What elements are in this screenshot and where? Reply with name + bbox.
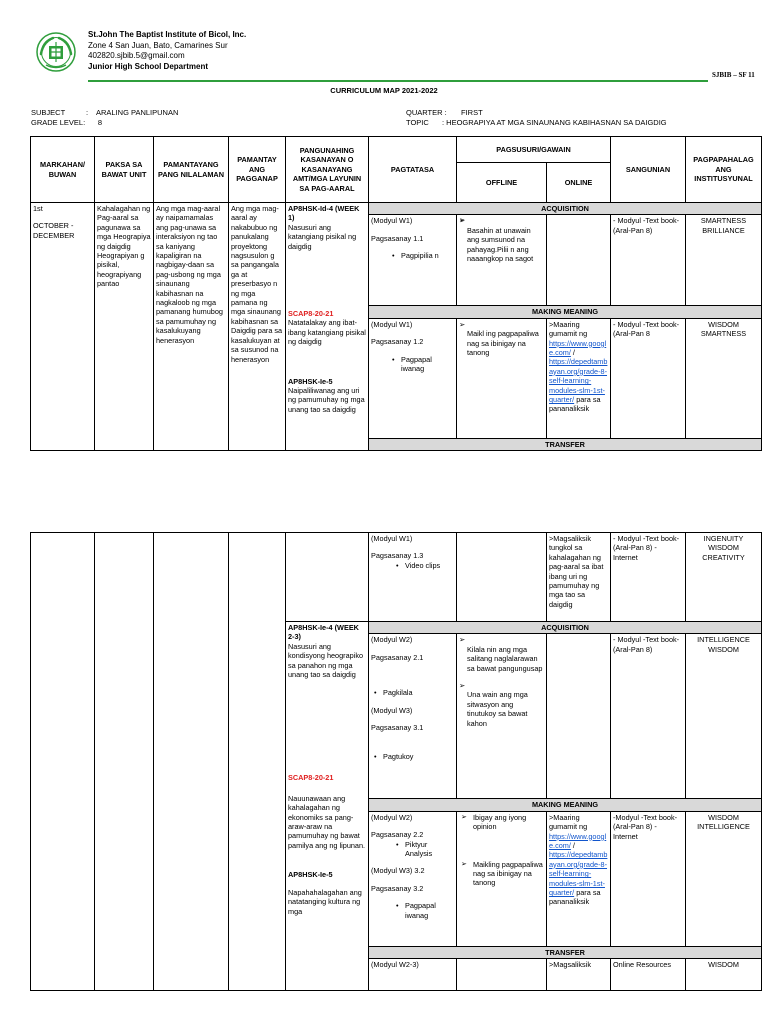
exercise-label: Pagsasanay 2.1	[371, 652, 424, 662]
col-header-offline: OFFLINE	[457, 163, 547, 203]
competency-code: AP8HSK-Ie-4 (WEEK 2-3)	[288, 623, 359, 642]
exercise-type: • Piktyur Analysis	[393, 840, 454, 859]
value-cell: SMARTNESS BRILLIANCE	[686, 215, 762, 306]
pagtatasa-cell	[369, 533, 457, 622]
offline-cell	[457, 959, 547, 991]
competency-text: Natatalakay ang ibat-ibang katangiang pisikal ng daigdig	[288, 318, 366, 347]
band-transfer: TRANSFER	[369, 946, 762, 958]
exercise-type: • Pagtukoy	[371, 752, 454, 761]
depedtambayan-link[interactable]: https://depedtambayan.org/grade-8-self-learning-modules-slm-1st-quarter/	[549, 850, 608, 898]
paksa-cell: Kahalagahan ng Pag-aaral sa pagunawa sa mga Heograpiya ng daigdig Heograpiyan g pisikal, heograpiyang pantao	[95, 203, 154, 451]
online-cell	[547, 634, 611, 799]
exercise-type: • Pagpapal iwanag	[389, 355, 454, 374]
col-header-pangunahing-kasanayan: PANGUNAHING KASANAYAN O KASANAYANG AMT/MGA LAYUNIN SA PAG-AARAL	[286, 137, 369, 203]
value-cell: INGENUITY WISDOM CREATIVITY	[686, 533, 762, 622]
band-acquisition: ACQUISITION	[369, 203, 762, 215]
arrow-bullet-icon: ➢ ➢	[459, 216, 466, 226]
pagganap-cell	[229, 533, 286, 991]
arrow-bullet-icon: ➢	[459, 635, 466, 645]
quarter-number: 1st	[33, 204, 43, 213]
competency-text: Nasusuri ang katangiang pisikal ng daigdig	[288, 222, 357, 251]
module-label: (Modyul W1)	[371, 319, 413, 329]
document-title: CURRICULUM MAP 2021-2022	[330, 86, 438, 95]
online-cell	[547, 811, 611, 946]
quarter-months: OCTOBER - DECEMBER	[33, 221, 75, 240]
offline-cell	[457, 318, 547, 438]
subject-colon: :	[86, 108, 89, 117]
online-activity: >Maaring gumamit ng	[549, 812, 588, 832]
subject-value: ARALING PANLIPUNAN	[96, 108, 179, 117]
exercise-label: Pagsasanay 2.2	[371, 830, 424, 840]
offline-activity: Basahin at unawain ang sumsunod na pahayag.Pilii n ang naaangkop na sagot	[467, 225, 534, 264]
col-header-pamantayang-pagganap: PAMANTAY ANG PAGGANAP	[229, 137, 286, 203]
module-label: (Modyul W1)	[371, 216, 413, 226]
exercise-label: Pagsasanay 1.1	[371, 233, 424, 243]
exercise-type: • Pagpipilia n	[389, 251, 454, 260]
sangunian-cell: -Modyul -Text book-(Aral-Pan 8) - Internet	[611, 811, 686, 946]
pagtatasa-cell	[369, 318, 457, 438]
value-cell: INTELLIGENCE WISDOM	[686, 634, 762, 799]
paksa-cell	[95, 533, 154, 991]
sangunian-cell: - Modyul -Text book-(Aral-Pan 8	[611, 318, 686, 438]
online-cell: >Magsaliksik tungkol sa kahalagahan ng pag-aaral sa ibat ibang uri ng pamumuhay ng mga tao sa daigdig	[547, 533, 611, 622]
pagtatasa-cell: (Modyul W2-3)	[369, 959, 457, 991]
exercise-type: • Pagkilala	[371, 688, 454, 697]
curriculum-table-2	[30, 532, 762, 991]
sangunian-cell: - Modyul -Text book-(Aral-Pan 8) - Internet	[611, 533, 686, 622]
band-transfer: TRANSFER	[369, 438, 762, 450]
col-header-sangunian: SANGUNIAN	[611, 137, 686, 203]
col-header-online: ONLINE	[547, 163, 611, 203]
pagtatasa-cell	[369, 811, 457, 946]
exercise-label: Pagsasanay 1.2	[371, 337, 424, 347]
online-activity-suffix: para sa pananaliksik	[549, 395, 601, 414]
module-label: (Modyul W1)	[371, 534, 413, 543]
exercise-label: Pagsasanay 3.2	[371, 883, 424, 893]
nilalaman-cell	[154, 533, 229, 991]
topic-label: TOPIC	[406, 118, 429, 127]
pagganap-cell: Ang mga mag-aaral ay nakabubuo ng panukalang proyektong nagsusulon g sa pangangala ga at preserbasyo n ng mga pamana ng mga sinaunang kabihasnan sa Daigdig para sa kasalukuyan at sa susunod na henerasyon	[229, 203, 286, 451]
competency-code: AP8HSK-Ie-5	[288, 870, 333, 880]
offline-activity: Una wain ang mga sitwasyon ang tinutukoy sa bawat kahon	[467, 690, 528, 728]
col-header-pagsusuri: PAGSUSURI/GAWAIN	[457, 137, 611, 163]
competency-text: Nauunawaan ang kahalagahan ng ekonomiks sa pang-araw-araw na pamumuhay ng bawat pamilya ang ng lipunan.	[288, 793, 366, 850]
value-cell: WISDOM INTELLIGENCE	[686, 811, 762, 946]
competency-code: SCAP8-20-21	[288, 773, 334, 783]
competency-code: AP8HSK-Ie-5	[288, 376, 333, 386]
col-header-pagtatasa: PAGTATASA	[369, 137, 457, 203]
offline-activity: Kilala nin ang mga salitang naglalarawan sa bawat pangungusap	[467, 644, 543, 673]
school-seal-icon	[36, 32, 76, 72]
col-header-paksa: PAKSA SA BAWAT UNIT	[95, 137, 154, 203]
markahan-cell	[31, 203, 95, 451]
curriculum-table-1	[30, 136, 762, 451]
kasanayan-cell	[286, 533, 369, 622]
school-email: 402820.sjbib.5@gmail.com	[88, 51, 185, 60]
col-header-pagpapahalaga: PAGPAPAHALAG ANG INSTITUSYUNAL	[686, 137, 762, 203]
school-address: Zone 4 San Juan, Bato, Camarines Sur	[88, 40, 228, 50]
grade-label: GRADE LEVEL:	[31, 118, 86, 127]
pagtatasa-cell	[369, 215, 457, 306]
kasanayan-cell	[286, 622, 369, 991]
offline-cell	[457, 533, 547, 622]
form-code: SJBIB – SF 11	[712, 71, 755, 79]
offline-cell	[457, 215, 547, 306]
school-department: Junior High School Department	[88, 61, 209, 71]
exercise-type: • Pagpapal iwanag	[393, 901, 454, 920]
google-link[interactable]: https://www.google.com/	[549, 338, 607, 358]
exercise-type: • Video clips	[393, 561, 454, 570]
sangunian-cell: - Modyul -Text book-(Aral-Pan 8)	[611, 634, 686, 799]
module-label: (Modyul W2)	[371, 812, 413, 822]
offline-cell	[457, 811, 547, 946]
competency-text: Napahahalagahan ang natatanging kultura ng mga	[288, 887, 362, 916]
topic-value: : HEOGRAPIYA AT MGA SINAUNANG KABIHASNAN SA DAIGDIG	[442, 118, 667, 127]
markahan-cell	[31, 533, 95, 991]
exercise-label: Pagsasanay 3.1	[371, 723, 424, 733]
arrow-bullet-icon: ➢	[459, 319, 466, 329]
sangunian-cell: Online Resources	[611, 959, 686, 991]
value-cell: WISDOM	[686, 959, 762, 991]
col-header-markahan: MARKAHAN/ BUWAN	[31, 137, 95, 203]
online-activity-suffix: para sa pananaliksik	[549, 888, 601, 907]
nilalaman-cell: Ang mga mag-aaral ay naipamamalas ang pag-unawa sa interaksiyon ng tao sa kaniyang kapaligiran na nagbigay-daan sa pag-usbong ng mga sinaunang kabihasnan na nagkaloob ng mga pamanang humubog sa pamumuhay ng kasalukuyang henerasyon	[154, 203, 229, 451]
arrow-bullet-icon: ➢	[459, 681, 466, 691]
grade-value: 8	[97, 118, 103, 127]
competency-code: AP8HSK-Id-4 (WEEK 1)	[288, 204, 360, 223]
online-cell	[547, 318, 611, 438]
sangunian-cell: - Modyul -Text book-(Aral-Pan 8)	[611, 215, 686, 306]
online-cell: >Magsaliksik	[547, 959, 611, 991]
col-header-pamantayang-nilalaman: PAMANTAYANG PANG NILALAMAN	[154, 137, 229, 203]
offline-activity: ➢ Maikling pagpapaliwa nag sa ibinigay na tanong	[459, 860, 544, 888]
module-label: (Modyul W2)	[371, 635, 413, 645]
competency-text: Naipaliliwanag ang uri ng pamumuhay ng mga unang tao sa daigdig	[288, 386, 365, 414]
google-link[interactable]: https://www.google.com/	[549, 831, 607, 851]
offline-cell	[457, 634, 547, 799]
module-label: (Modyul W3)	[371, 705, 413, 715]
competency-code: SCAP8-20-21	[288, 309, 334, 319]
kasanayan-cell	[286, 203, 369, 451]
subject-label: SUBJECT	[31, 108, 66, 117]
quarter-label: QUARTER :	[406, 108, 447, 117]
band-making-meaning: MAKING MEANING	[369, 799, 762, 811]
competency-text: Nasusuri ang kondisyong heograpiko sa panahon ng mga unang tao sa daigdig	[288, 641, 364, 680]
link-separator: /	[570, 348, 575, 358]
depedtambayan-link[interactable]: https://depedtambayan.org/grade-8-self-learning-modules-slm-1st-quarter/	[549, 357, 608, 405]
quarter-value: FIRST	[461, 108, 483, 117]
school-name: St.John The Baptist Institute of Bicol, Inc.	[88, 30, 247, 39]
header-divider	[88, 80, 708, 82]
school-header	[88, 30, 246, 72]
band-making-meaning: MAKING MEANING	[369, 306, 762, 318]
offline-activity: Maikl ing pagpapaliwa nag sa ibinigay na tanong	[467, 329, 539, 358]
link-separator: /	[570, 841, 575, 851]
offline-activity: ➢ Ibigay ang iyong opinion	[459, 813, 544, 832]
online-activity: >Maaring gumamit ng	[549, 319, 588, 339]
band-acquisition: ACQUISITION	[369, 622, 762, 634]
pagtatasa-cell	[369, 634, 457, 799]
exercise-label: Pagsasanay 1.3	[371, 551, 424, 561]
module-label: (Modyul W3) 3.2	[371, 866, 425, 876]
online-cell	[547, 215, 611, 306]
value-cell: WISDOM SMARTNESS	[686, 318, 762, 438]
